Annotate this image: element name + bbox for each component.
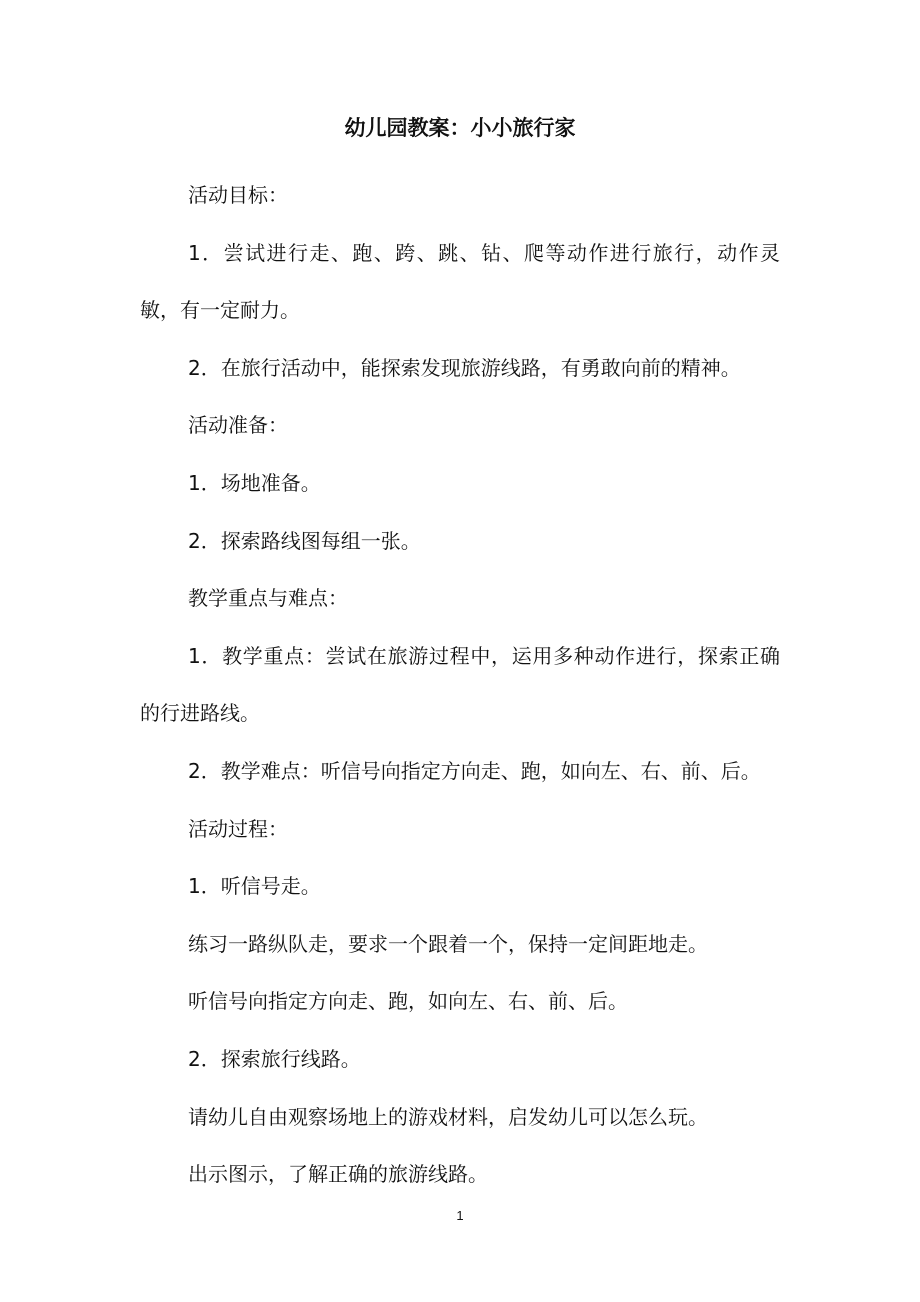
paragraph-key-point-2: 2．教学难点：听信号向指定方向走、跑，如向左、右、前、后。	[188, 758, 761, 783]
page-number: 1	[456, 1208, 464, 1223]
document-body	[140, 167, 780, 1204]
paragraph-process-2: 2．探索旅行线路。	[188, 1046, 361, 1071]
paragraph-preparation-2: 2．探索路线图每组一张。	[188, 528, 421, 553]
paragraph-process-2-detail-b: 出示图示，了解正确的旅游线路。	[188, 1162, 488, 1187]
section-heading-goals: 活动目标：	[188, 183, 288, 207]
paragraph-goal-2: 2．在旅行活动中，能探索发现旅游线路，有勇敢向前的精神。	[188, 355, 741, 380]
paragraph-goal-1: 1．尝试进行走、跑、跨、跳、钻、爬等动作进行旅行，动作灵敏，有一定耐力。	[140, 240, 780, 323]
paragraph-process-1-detail-a: 练习一路纵队走，要求一个跟着一个，保持一定间距地走。	[188, 931, 708, 956]
paragraph-process-1: 1．听信号走。	[188, 874, 321, 899]
paragraph-preparation-1: 1．场地准备。	[188, 470, 321, 495]
document-title: 幼儿园教案：小小旅行家	[344, 116, 576, 140]
paragraph-process-1-detail-b: 听信号向指定方向走、跑，如向左、右、前、后。	[188, 989, 628, 1014]
paragraph-key-point-1: 1．教学重点：尝试在旅游过程中，运用多种动作进行，探索正确的行进路线。	[140, 643, 780, 726]
section-heading-process: 活动过程：	[188, 816, 288, 841]
paragraph-process-2-detail-a: 请幼儿自由观察场地上的游戏材料，启发幼儿可以怎么玩。	[188, 1104, 708, 1129]
section-heading-key-points: 教学重点与难点：	[188, 586, 348, 611]
section-heading-preparation: 活动准备：	[188, 413, 288, 438]
